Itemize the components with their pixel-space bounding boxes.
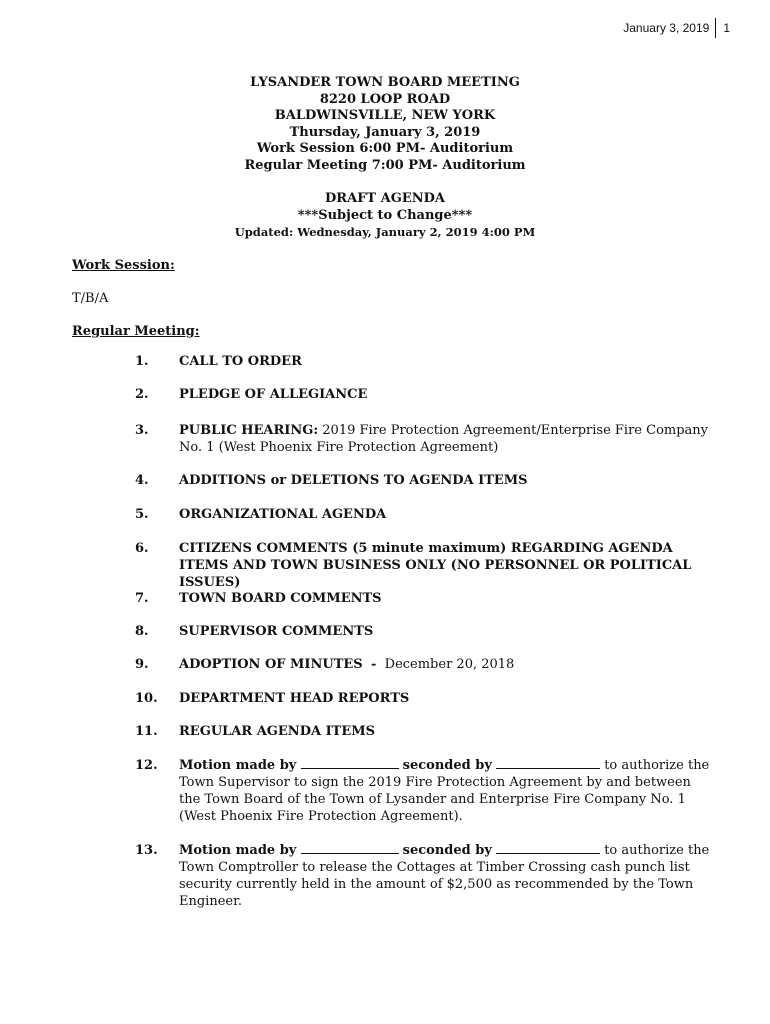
item-number: 10. — [135, 691, 158, 706]
meeting-date: Thursday, January 3, 2019 — [289, 124, 481, 140]
draft-agenda-label: DRAFT AGENDA — [325, 191, 445, 206]
item-number: 9. — [135, 657, 149, 672]
work-session-heading: Work Session: — [72, 258, 175, 273]
meeting-city: BALDWINSVILLE, NEW YORK — [274, 108, 496, 123]
agenda-item — [135, 690, 715, 707]
work-session-text: T/B/A — [72, 291, 109, 306]
item-number: 11. — [135, 724, 158, 739]
agenda-item — [135, 656, 715, 673]
motion-blank — [301, 842, 399, 854]
updated-timestamp: Updated: Wednesday, January 2, 2019 4:00 PM — [234, 225, 536, 239]
motion-blank — [301, 757, 399, 769]
item-number: 2. — [135, 387, 149, 402]
agenda-item — [135, 353, 715, 370]
item-separator: - — [370, 657, 377, 672]
seconded-blank — [496, 757, 600, 769]
agenda-item — [135, 506, 715, 523]
agenda-item — [135, 590, 715, 607]
item-label: ORGANIZATIONAL AGENDA — [179, 507, 387, 522]
subject-to-change: ***Subject to Change*** — [297, 207, 473, 223]
item-number: 6. — [135, 541, 149, 556]
seconded-blank — [496, 842, 600, 854]
item-label: TOWN BOARD COMMENTS — [179, 591, 382, 606]
seconded-label: seconded by — [402, 758, 492, 773]
agenda-item — [135, 422, 715, 456]
item-label: ADDITIONS or DELETIONS TO AGENDA ITEMS — [179, 473, 528, 488]
motion-label: Motion made by — [179, 758, 297, 773]
seconded-label: seconded by — [402, 843, 492, 858]
item-label: SUPERVISOR COMMENTS — [179, 624, 374, 639]
item-number: 5. — [135, 507, 149, 522]
agenda-item — [135, 472, 715, 489]
agenda-item — [135, 842, 715, 910]
regular-meeting-time: Regular Meeting 7:00 PM- Auditorium — [244, 157, 526, 173]
regular-meeting-heading: Regular Meeting: — [72, 324, 200, 339]
item-text: 2019 Fire Protection Agreement/Enterprise Fire Company No. 1 (West Phoenix Fire Protection Agreement) — [179, 423, 709, 455]
item-text: to authorize the Town Comptroller to release the Cottages at Timber Crossing cash punch list security currently held in the amount of $2,500 as recommended by the Town Engineer. — [179, 843, 710, 909]
item-number: 8. — [135, 624, 149, 639]
item-label: CALL TO ORDER — [179, 354, 302, 369]
agenda-item — [135, 386, 715, 403]
page-number: 1 — [723, 21, 730, 35]
motion-label: Motion made by — [179, 843, 297, 858]
agenda-item — [135, 757, 715, 825]
item-number: 7. — [135, 591, 149, 606]
agenda-item — [135, 623, 715, 640]
meeting-title: LYSANDER TOWN BOARD MEETING — [250, 75, 520, 90]
title-block — [0, 75, 770, 241]
header-divider — [715, 18, 716, 38]
page-header — [623, 18, 730, 38]
item-label: REGULAR AGENDA ITEMS — [179, 724, 376, 739]
item-number: 3. — [135, 423, 149, 438]
item-number: 13. — [135, 843, 158, 858]
item-label: DEPARTMENT HEAD REPORTS — [179, 691, 410, 706]
item-text: to authorize the Town Supervisor to sign the 2019 Fire Protection Agreement by and between the Town Board of the Town of Lysander and Enterprise Fire Company No. 1 (West Phoenix Fire Protection Agreement). — [179, 758, 710, 824]
item-number: 4. — [135, 473, 149, 488]
item-label: PUBLIC HEARING: — [179, 423, 319, 438]
meeting-address: 8220 LOOP ROAD — [319, 91, 451, 107]
agenda-item — [135, 540, 715, 591]
item-number: 12. — [135, 758, 158, 773]
item-text: December 20, 2018 — [384, 657, 515, 672]
header-date: January 3, 2019 — [623, 21, 710, 35]
item-label: ADOPTION OF MINUTES — [179, 657, 363, 672]
item-label: CITIZENS COMMENTS (5 minute maximum) REGARDING AGENDA ITEMS AND TOWN BUSINESS ONLY (NO PERSONNEL OR POLITICAL ISSUES) — [179, 541, 692, 590]
work-session-time: Work Session 6:00 PM- Auditorium — [256, 141, 514, 156]
item-number: 1. — [135, 354, 149, 369]
item-label: PLEDGE OF ALLEGIANCE — [179, 387, 368, 402]
agenda-item — [135, 723, 715, 740]
